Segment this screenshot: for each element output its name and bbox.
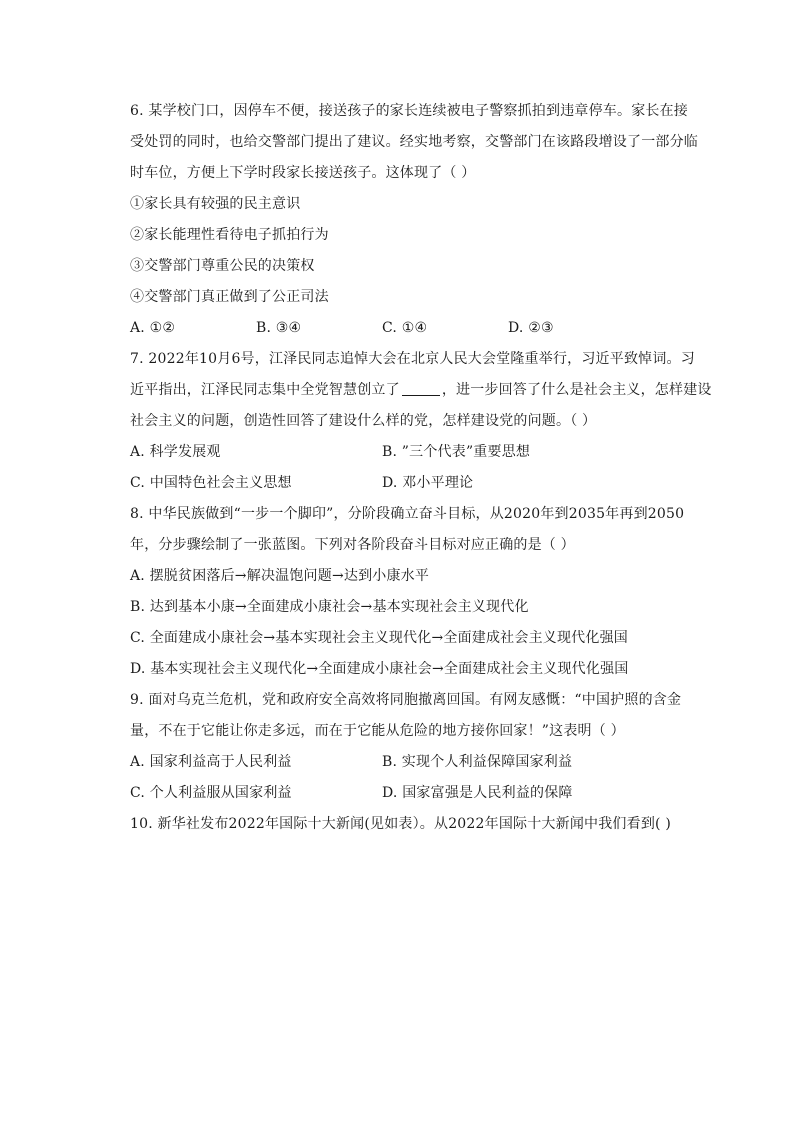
question-6-options bbox=[130, 313, 696, 344]
question-6-item-4: ④交警部门真正做到了公正司法 bbox=[130, 289, 329, 305]
question-10-stem: 10. 新华社发布2022年国际十大新闻(见如表）。从2022年国际十大新闻中我们看到( ) bbox=[130, 816, 672, 832]
question-7-option-d[interactable]: D. 邓小平理论 bbox=[382, 475, 474, 491]
question-9-option-b[interactable]: B. 实现个人利益保障国家利益 bbox=[382, 754, 573, 770]
question-10 bbox=[130, 809, 696, 840]
question-6-item-1: ①家长具有较强的民主意识 bbox=[130, 196, 301, 212]
question-8-option-c[interactable]: C. 全面建成小康社会→基本实现社会主义现代化→全面建成社会主义现代化强国 bbox=[130, 630, 628, 646]
question-7-options-row-2 bbox=[130, 468, 696, 499]
question-6-option-d[interactable]: D. ②③ bbox=[508, 320, 554, 336]
question-7-stem-line-2-post: ，进一步回答了什么是社会主义，怎样建设 bbox=[441, 382, 712, 398]
question-9-options-row-1 bbox=[130, 747, 696, 778]
question-8-option-b[interactable]: B. 达到基本小康→全面建成小康社会→基本实现社会主义现代化 bbox=[130, 599, 529, 615]
question-6-item-2: ②家长能理性看待电子抓拍行为 bbox=[130, 227, 329, 243]
question-8-option-a[interactable]: A. 摆脱贫困落后→解决温饱问题→达到小康水平 bbox=[130, 568, 430, 584]
question-7-option-c[interactable]: C. 中国特色社会主义思想 bbox=[130, 475, 292, 491]
question-7-stem-line-1: 7. 2022年10月6号，江泽民同志追悼大会在北京人民大会堂隆重举行，习近平致悼词。习 bbox=[130, 351, 695, 367]
question-7-stem-line-3: 社会主义的问题，创造性回答了建设什么样的党，怎样建设党的问题。（ ） bbox=[130, 413, 597, 429]
question-9-stem-line-2: 量，不在于它能让你走多远，而在于它能从危险的地方接你回家！”这表明（ ） bbox=[130, 723, 625, 739]
question-7-option-a[interactable]: A. 科学发展观 bbox=[130, 444, 221, 460]
question-8-option-d[interactable]: D. 基本实现社会主义现代化→全面建成小康社会→全面建成社会主义现代化强国 bbox=[130, 661, 629, 677]
question-9-option-c[interactable]: C. 个人利益服从国家利益 bbox=[130, 785, 292, 801]
questions-area bbox=[130, 96, 712, 840]
question-6-stem-line-3: 时车位，方便上下学时段家长接送孩子。这体现了（ ） bbox=[130, 165, 476, 181]
question-6-item-3: ③交警部门尊重公民的决策权 bbox=[130, 258, 315, 274]
question-8-stem-line-1: 8. 中华民族做到“一步一个脚印”，分阶段确立奋斗目标，从2020年到2035年再到2050 bbox=[130, 506, 685, 522]
question-6-option-a[interactable]: A. ①② bbox=[130, 320, 176, 336]
question-9 bbox=[130, 685, 696, 809]
question-9-options-row-2 bbox=[130, 778, 696, 809]
question-9-option-a[interactable]: A. 国家利益高于人民利益 bbox=[130, 754, 292, 770]
question-7 bbox=[130, 344, 712, 499]
question-9-option-d[interactable]: D. 国家富强是人民利益的保障 bbox=[382, 785, 573, 801]
question-6 bbox=[130, 96, 696, 344]
question-9-stem-line-1: 9. 面对乌克兰危机，党和政府安全高效将同胞撤离回国。有网友感慨：“中国护照的含金 bbox=[130, 692, 682, 708]
question-6-option-c[interactable]: C. ①④ bbox=[382, 320, 428, 336]
question-6-option-b[interactable]: B. ③④ bbox=[256, 320, 302, 336]
question-7-option-b[interactable]: B. ”三个代表”重要思想 bbox=[382, 444, 531, 460]
question-8 bbox=[130, 499, 696, 685]
question-7-stem-line-2-pre: 近平指出，江泽民同志集中全党智慧创立了 bbox=[130, 382, 400, 398]
question-6-stem-line-2: 受处罚的同时，也给交警部门提出了建议。经实地考察，交警部门在该路段增设了一部分临 bbox=[130, 134, 698, 150]
question-7-stem-line-2 bbox=[130, 375, 712, 406]
question-6-stem-line-1: 6. 某学校门口，因停车不便，接送孩子的家长连续被电子警察抓拍到违章停车。家长在接 bbox=[130, 103, 689, 119]
question-7-options-row-1 bbox=[130, 437, 696, 468]
answer-blank bbox=[402, 381, 440, 396]
question-8-stem-line-2: 年，分步骤绘制了一张蓝图。下列对各阶段奋斗目标对应正确的是（ ） bbox=[130, 537, 575, 553]
